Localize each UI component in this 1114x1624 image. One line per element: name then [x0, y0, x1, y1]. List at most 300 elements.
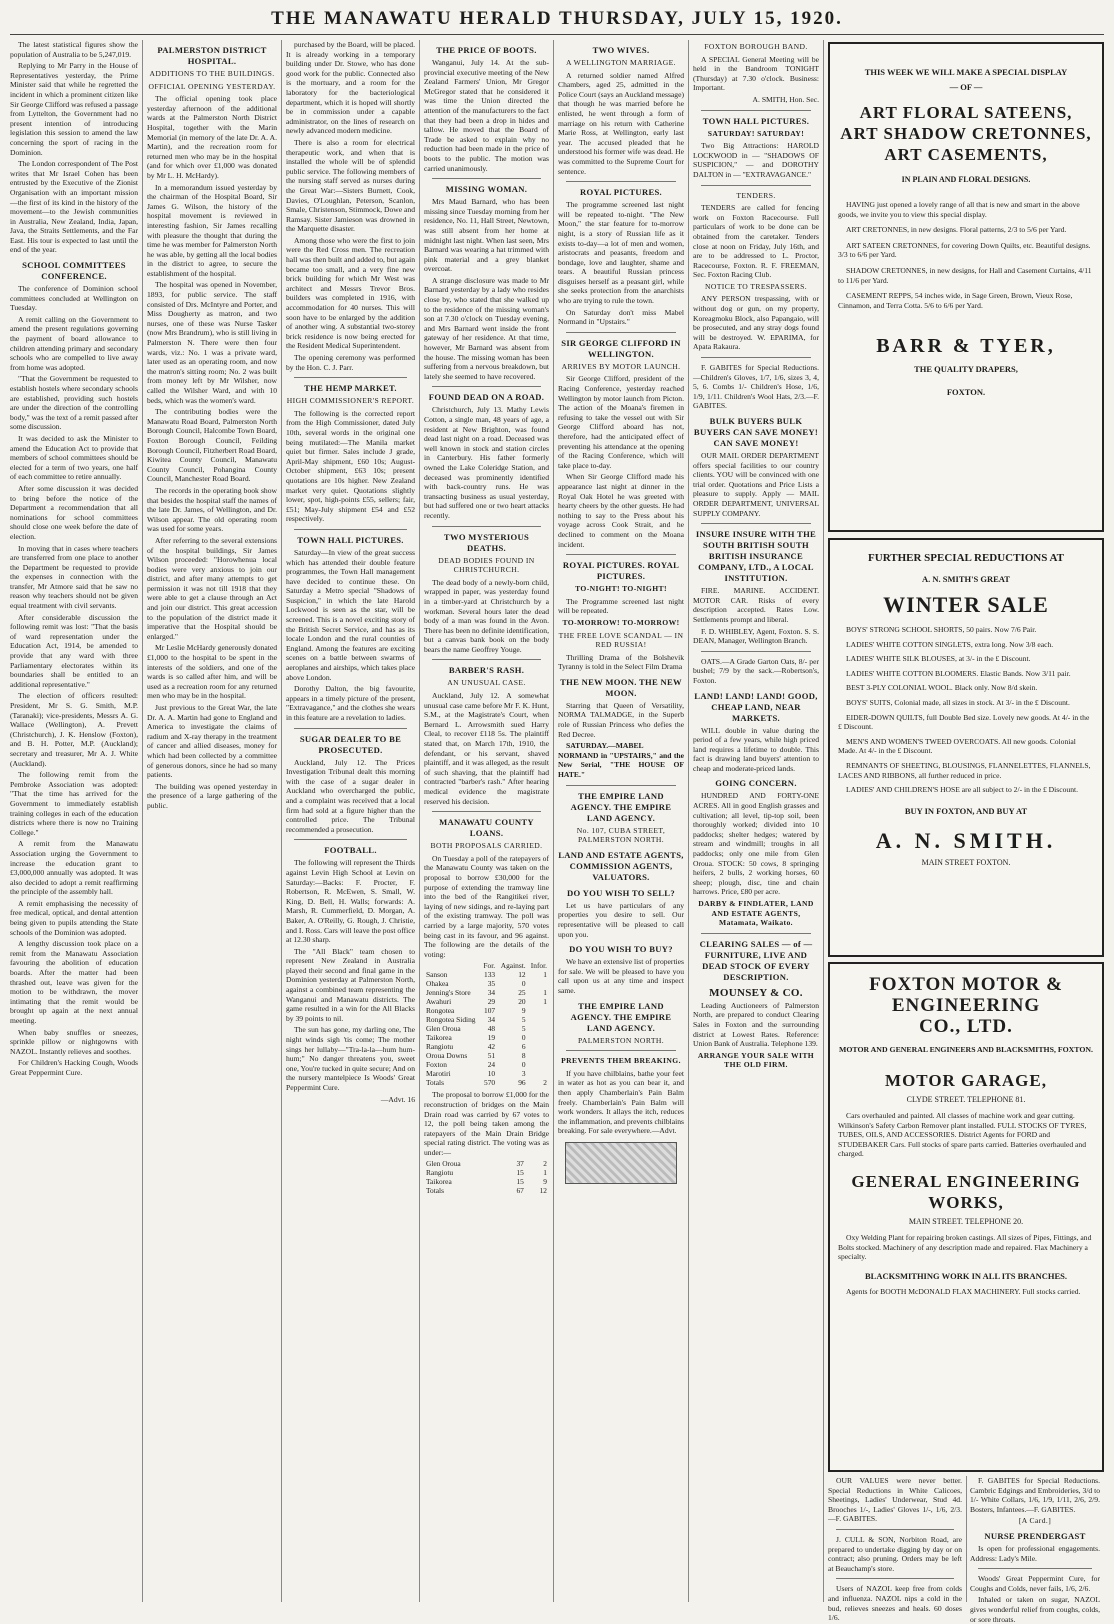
paragraph: It was decided to ask the Minister to amend the Education Act to provide that members of school committees should be elected for a term of two years, one half of each committee to retire annually. — [10, 433, 138, 482]
table-cell: 0 — [521, 1033, 526, 1043]
table-cell: 0 — [521, 1060, 526, 1070]
article-headline: FOOTBALL. — [324, 845, 377, 856]
table-cell: Awahuri — [426, 997, 452, 1007]
sale-items-list — [830, 625, 1102, 795]
paragraph: The records in the operating book show that besides the hospital staff the names of the late Dr. James, of Wellington, and Dr. Wilson appear. The old operating room was used for some years. — [147, 485, 277, 534]
paragraph: "That the Government be requested to establish hostels where secondary schools are established, providing such hostels are under the direction of the controlling body," was the text of a remit passed after some discussion. — [10, 374, 138, 432]
table-cell: 107 — [484, 1006, 496, 1016]
paragraph: The programme screened last night will be repeated to-night. "The New Moon," the star feature for to-morrow night, is a story of Russian life as it exists to-day—a lot of men and women, aristocrats and peasants, freedom and bondage, love and laughter, shame and tears. A beautiful Russian princess disguises herself as a peasant girl, while she seeks protection from the anarchists who are trying to rule the town. — [558, 200, 684, 306]
table-cell: Oroua Downs — [426, 1051, 468, 1061]
table-cell: 24 — [487, 1060, 496, 1070]
advert-line: DO YOU WISH TO BUY? — [569, 944, 673, 955]
column-3 — [286, 40, 415, 1602]
table-cell — [528, 1042, 549, 1051]
article-separator — [836, 1578, 954, 1579]
article-separator — [294, 839, 407, 840]
paragraph: After some discussion it was decided to bring before the notice of the Department a recommendation that all nominations for school committees should close one week before the date of election. — [10, 483, 138, 541]
table-cell — [528, 1015, 549, 1024]
table-cell: 20 — [518, 997, 526, 1007]
article-subheading: DEAD BODIES FOUND IN CHRISTCHURCH. — [438, 555, 535, 575]
table-cell: Totals — [426, 1078, 444, 1088]
advert-display-line: ENGINEERING — [891, 995, 1041, 1016]
table-cell: Ohakea — [426, 979, 449, 989]
article-subheading: BOTH PROPOSALS CARRIED. — [430, 841, 543, 851]
advert-display-line: ART CASEMENTS, — [884, 145, 1048, 164]
table-row — [424, 1069, 549, 1078]
advert-line: THE QUALITY DRAPERS, — [914, 364, 1018, 375]
paragraph: If you have chilblains, bathe your feet in water as hot as you can bear it, and then apply Chamberlain's Pain Balm freely. Chamberlain's Pain Balm will work wonders. It allays the itch, reduces the inflammation, and prevents chilblains breaking. For sale everywhere.—Advt. — [558, 1068, 684, 1136]
article-headline: TOWN HALL PICTURES. — [297, 534, 404, 545]
column-divider — [553, 40, 554, 1602]
table-row — [424, 988, 549, 997]
table-header-row — [424, 961, 549, 970]
advert-line: THIS WEEK WE WILL MAKE A SPECIAL DISPLAY — [864, 67, 1068, 77]
table-cell: 6 — [521, 1042, 526, 1052]
sale-item: REMNANTS OF SHEETING, BLOUSINGS, FLANNELETTES, FLANNELS, LACES AND RIBBONS, all further reduced in price. — [838, 760, 1091, 780]
paragraph: The building was opened yesterday in the presence of a large gathering of the public. — [147, 781, 277, 810]
paragraph: The following is the corrected report from the High Commissioner, dated July 10th, several words in the original one being mutilated:—The Manila market quiet but firmer. Sales include J grade, April-May shipment, £60 10s; August-October shipment, £63 10s; present quotations are 10s higher. New Zealand market very quiet. Quotations slightly lower, spot, high-points £55, sellers; fair, £51; May-July shipment £54 and £52 respectively. — [286, 408, 415, 524]
column-divider — [142, 40, 143, 1602]
paragraph: A returned soldier named Alfred Chambers, aged 25, admitted in the Police Court (says an Auckland message) that though he was married before he enlisted, he went through a form of marriage on his return with Catherine Marie Ross, at Wellington, early last year. The accused pleaded that he understood his former wife was dead. He was committed to the Supreme Court for sentence. — [558, 70, 684, 176]
table-cell: Totals — [426, 1186, 444, 1196]
paragraph: For Children's Hacking Cough, Woods Great Peppermint Cure. — [10, 1058, 138, 1077]
table-cell: 51 — [487, 1051, 496, 1061]
paragraph: A lengthy discussion took place on a remit from the Manawatu Association favouring the abolition of education boards. After the matter had been thrashed out, leave was given for the motion to be withdrawn, the mover intimating that the remit would be brought up again at the next annual meeting. — [10, 939, 138, 1025]
paragraph: Mrs Maud Barnard, who has been missing since Tuesday morning from her residence, No. 11, Hall Street, Newtown, was still absent from her home at midnight last night. When last seen, Mrs Barnard was wearing a hat trimmed with pink material and a grey blanket overcoat. — [424, 197, 549, 274]
paragraph: CASEMENT REPPS, 54 inches wide, in Sage Green, Brown, Vieux Rose, Cinnamon, and Terra Cotta. 5/6 to 6/6 per Yard. — [838, 291, 1073, 310]
table-row — [424, 1033, 549, 1042]
paragraph: OUR MAIL ORDER DEPARTMENT offers special facilities to our country clients. YOU will be convinced with one trial order. Quotations and Price Lists a pleasure to supply. Apply — MAIL ORDER DEPARTMENT, UNIVERSAL SUPPLY COMPANY. — [693, 451, 819, 518]
table-row — [424, 979, 549, 988]
paragraph: After referring to the several extensions of the hospital buildings, Sir James Wilson proceeded: "Horowhenua local bodies were very anxious to join our district, and after many attempts to get permission it was not till 1918 that they were able to get a clause through an Act and join our district. This great accession to the population of the district made it imperative that the Hospital should be enlarged." — [147, 535, 277, 641]
table-cell: Rongotea — [426, 1006, 455, 1016]
advert-barr-tyer — [828, 42, 1104, 532]
table-cell — [528, 979, 549, 988]
paragraph: The hospital was opened in November, 1893, for public service. The staff consisted of Drs. McIntyre and Porter, and Miss Dougherty as matron, and two nurses, one of these was Nurse Tasker (now Mrs Brandrum), who is still living in Palmerston N. There were then four wards, viz.: No. 1 was a private ward, later used as an operating room, and now the matron's sitting room; No. 2 was built from money left by Mr Wilsher, now called the Wilsher Ward, and with 10 beds, which was the women's ward. — [147, 280, 277, 405]
voting-table — [424, 961, 549, 1087]
paragraph: Cars overhauled and painted. All classes of machine work and gear cutting. Wilkinson's Safety Carbon Remover plant installed. FULL STOCKS OF TYRES, TUBES, OILS, AND ACCESSORIES. District Agents for FORD and STUDEBAKER Cars. Full stocks of spare parts carried. Batteries overhauled and charged. — [838, 1111, 1087, 1159]
paragraph: WILL double in value during the period of a few years, while high priced land requires a lifetime to double. This fact is drawing land buyers' attention to cheap and moderate-priced lands. — [693, 725, 819, 773]
table-row — [424, 1015, 549, 1024]
table-cell: 48 — [487, 1024, 496, 1034]
voting-table-2 — [424, 1159, 549, 1195]
paragraph: When Sir George Clifford made his appearance last night at dinner in the Royal Oak Hotel he was greeted with hearty cheers by the other guests. He had nothing to say to the Press about his voyage across Cook Strait, and he declined to comment on the Moana incident. — [558, 472, 684, 549]
article-headline: MANAWATU COUNTY LOANS. — [439, 817, 534, 839]
advert-line: LAND AND ESTATE AGENTS, COMMISSION AGENTS, VALUATORS. — [558, 849, 684, 882]
article-headline: MISSING WOMAN. — [445, 184, 528, 195]
table-cell: 96 — [518, 1078, 526, 1088]
paragraph: SATURDAY.—MABEL NORMAND in "UPSTAIRS," and the New Serial, "THE HOUSE OF HATE." — [558, 741, 684, 780]
paragraph: SHADOW CRETONNES, in new designs, for Hall and Casement Curtains, 4/11 to 11/6 per Yard. — [838, 265, 1092, 285]
table-cell: Marotiri — [426, 1069, 451, 1079]
article-separator — [978, 1568, 1092, 1569]
table-cell: Glen Oroua — [426, 1159, 461, 1169]
article-separator — [566, 181, 676, 182]
paragraph: A SPECIAL General Meeting will be held in the Bandroom TONIGHT (Thursday) at 7.30 o'clock. Business: Important. — [693, 54, 819, 93]
article-headline: THE PRICE OF BOOTS. — [436, 45, 537, 55]
column-divider — [688, 40, 689, 1602]
advert-display-line: GENERAL ENGINEERING — [851, 1171, 1081, 1191]
paragraph: After considerable discussion the following remit was lost: "That the basis of ward representation under the Education Act, 1914, be amended to provide that any ward with three Parliamentary electorates within its boundaries shall be entitled to an additional representative." — [10, 612, 138, 689]
paragraph: The opening ceremony was performed by the Hon. C. J. Parr. — [286, 353, 415, 372]
article-separator — [701, 185, 811, 186]
article-headline: TWO WIVES. — [592, 45, 650, 55]
article-subheading: ADDITIONS TO THE BUILDINGS. — [149, 69, 275, 78]
sale-item: LADIES' AND CHILDREN'S HOSE are all subject to 2/- in the £ Discount. — [846, 785, 1078, 795]
article-subheading: A WELLINGTON MARRIAGE. — [566, 58, 676, 67]
advert-line: TO-MORROW! TO-MORROW! — [562, 617, 680, 627]
column-6 — [693, 40, 819, 1602]
advert-display-line: ART FLORAL SATEENS, — [859, 103, 1073, 122]
paragraph: Just previous to the Great War, the late Dr. A. A. Martin had gone to England and America to investigate the claims of radium and X-ray therapy in the treatment of cancer and allied diseases, money for which had been collected by a committee of generous donors, since he had so many patients. — [147, 703, 277, 780]
advert-firm-name: A. N. SMITH. — [875, 827, 1057, 853]
table-cell: 37 — [516, 1159, 524, 1169]
advert-line: CLYDE STREET. TELEPHONE 81. — [906, 1095, 1026, 1104]
sale-item: LADIES' WHITE COTTON BLOOMERS. Elastic Bands. Now 3/11 pair. — [846, 668, 1071, 678]
table-cell: For. — [483, 961, 496, 971]
table-row — [424, 1060, 549, 1069]
paragraph: Woods' Great Peppermint Cure, for Coughs and Colds, never fails, 1/6, 2/6. — [970, 1574, 1100, 1593]
paragraph: F. GABITES for Special Reductions.—Children's Gloves, 1/7, 1/6, sizes 3, 4, 5, 6. Combs 1/- Children's Hose, 1/6, 1/9, 1/11. Children's Wool Hats, 2/3.—F. GABITES. — [693, 363, 819, 411]
table-cell: 25 — [518, 988, 526, 998]
paragraph: The following remit from the Pembroke Association was adopted: "That the time has arrived for the Government to immediately establish training colleges in each of the education districts where there is now no Training College." — [10, 770, 138, 837]
paragraph: OATS.—A Grade Garton Oats, 8/- per bushel; 7/9 by the sack.—Robertson's, Foxton. — [693, 656, 819, 685]
article-headline: ROYAL PICTURES. — [579, 187, 663, 198]
table-row — [424, 1177, 549, 1186]
advert-firm-name: BARR & TYER, — [876, 335, 1056, 358]
article-separator — [294, 377, 407, 378]
table-cell: Rangiotu — [426, 1042, 454, 1052]
paragraph: Auckland, July 12. A somewhat unusual case came before Mr F. K. Hunt, S.M., at the Magistrate's Court, when Bernard L. Arrowsmith sued Harry Cleal, to recover £118 5s. The plaintiff stated that, on March 17th, 1910, the defendant, or his servant, shaved plaintiff, and it was alleged, as the result of such shaving, that the plaintiff had contracted "barber's rash." After hearing medical evidence the magistrate reserved his decision. — [424, 691, 549, 806]
article-separator — [836, 1529, 954, 1530]
advert-display-line: FOXTON MOTOR & — [869, 974, 1063, 995]
article-headline: SUGAR DEALER TO BE PROSECUTED. — [299, 733, 402, 755]
article-subheading: AN UNUSUAL CASE. — [447, 678, 526, 688]
article-headline: SCHOOL COMMITTEES CONFERENCE. — [22, 260, 126, 282]
advert-line: FOXTON. — [946, 387, 986, 398]
advert-headline: GOING CONCERN. — [715, 778, 797, 789]
advert-line: MAIN STREET FOXTON. — [921, 857, 1011, 867]
table-cell: Glen Oroua — [426, 1024, 461, 1034]
paragraph: Is open for professional engagements. Address: Lady's Mile. — [970, 1543, 1100, 1563]
advert-line: BLACKSMITHING WORK IN ALL ITS BRANCHES. — [864, 1270, 1067, 1281]
article-separator — [432, 811, 541, 812]
advert-tag: —Advt. 16 — [380, 1094, 415, 1104]
advert-line: [A Card.] — [1018, 1516, 1052, 1526]
advert-line: SATURDAY! SATURDAY! — [707, 128, 805, 138]
advert-line: FURTHER SPECIAL REDUCTIONS AT — [868, 552, 1064, 564]
paragraph: Auckland, July 12. The Prices Investigation Tribunal dealt this morning with the case of a sugar dealer in Auckland who overcharged the public, and a complaint was received that a local firm had sold at a figure higher than the controlled price. The Tribunal recommended a prosecution. — [286, 757, 415, 834]
article-headline: THE HEMP MARKET. — [304, 383, 397, 394]
sale-item: BEST 3-PLY COLONIAL WOOL. Black only. Now 8/d skein. — [846, 683, 1038, 693]
paragraph: The proposal to borrow £1,000 for the reconstruction of bridges on the Main Drain road was carried by 67 votes to 12, the poll being taken among the ratepayers of the Main Drain Bridge special rating district. The voting was as under:— — [424, 1090, 549, 1157]
table-cell: 12 — [518, 970, 526, 980]
article-separator — [432, 659, 541, 660]
article-separator — [701, 357, 811, 358]
paragraph: TENDERS are called for fencing work on Foxton Racecourse. Full particulars of work to be done can be obtained from the caretaker. Tenders close at noon on Friday, July 16th, and are to be addressed to L. Proctor, Racecourse, Foxton. R. F. FREEMAN, Sec. Foxton Racing Club. — [693, 203, 819, 280]
column-4 — [424, 40, 549, 1602]
table-row — [424, 1159, 549, 1168]
table-cell: 15 — [516, 1177, 524, 1187]
advert-foxton-motor — [828, 962, 1104, 1472]
table-cell: 2 — [543, 1159, 547, 1169]
paragraph: Users of NAZOL keep free from colds and influenza. NAZOL nips a cold in the bud, relieves sneezes and heals. 60 doses 1/6. — [828, 1584, 962, 1623]
advert-line: MOTOR AND GENERAL ENGINEERS AND BLACKSMITHS, FOXTON. — [838, 1045, 1094, 1054]
advert-line: PREVENTS THEM BREAKING. — [561, 1056, 681, 1066]
article-separator — [701, 651, 811, 652]
advert-headline: NOTICE TO TRESPASSERS. — [705, 281, 807, 291]
table-cell: 1 — [543, 997, 547, 1007]
masthead-rule — [10, 34, 1104, 35]
paragraph: When baby snuffles or sneezes, sprinkle pillow or nightgowns with NAZOL. Instantly relieves and soothes. — [10, 1027, 138, 1056]
article-separator — [566, 332, 676, 333]
table-cell: 133 — [484, 970, 496, 980]
table-cell: Against. — [500, 961, 526, 971]
paragraph: FIRE. MARINE. ACCIDENT. MOTOR CAR. Risks of every description accepted. Rates Low. Settlements prompt and liberal. — [693, 586, 819, 624]
column-divider — [823, 40, 824, 1602]
table-cell: 29 — [487, 997, 496, 1007]
advert-line: ARRANGE YOUR SALE WITH THE OLD FIRM. — [697, 1050, 815, 1070]
column-divider — [966, 1476, 967, 1602]
paragraph: Oxy Welding Plant for repairing broken castings. All sizes of Pipes, Fittings, and Bolts stocked. Machinery of any description made and repaired. Flax Machinery a specialty. — [838, 1232, 1092, 1262]
advert-headline: TOWN HALL PICTURES. — [702, 115, 810, 126]
paragraph: In moving that in cases where teachers are transferred from one place to another the Department be requested to provide the expenses in connection with the transfer, Mr Atmore said that he saw no reason why teachers should not be given equal treatment with civil servants. — [10, 543, 138, 611]
article-subheading: HIGH COMMISSIONER'S REPORT. — [286, 396, 415, 406]
table-row — [424, 1051, 549, 1060]
article-separator — [566, 554, 676, 555]
table-row — [424, 1042, 549, 1051]
table-cell — [528, 1024, 549, 1033]
paragraph: ART CRETONNES, in new designs. Floral patterns, 2/3 to 5/6 per Yard. — [846, 225, 1067, 235]
table-cell: 19 — [487, 1033, 496, 1043]
paragraph: F. D. WHIBLEY, Agent, Foxton. S. S. DEAN, Manager, Wellington Branch. — [693, 626, 819, 646]
advert-line: THE FREE LOVE SCANDAL — IN RED RUSSIA! — [558, 630, 684, 650]
advert-display-line: ART SHADOW CRETONNES, — [840, 124, 1092, 143]
table-cell — [528, 1060, 549, 1069]
advert-display-line: WORKS, — [928, 1192, 1004, 1212]
table-cell: 1 — [543, 970, 547, 980]
paragraph: Sir George Clifford, president of the Racing Conference, yesterday reached Wellington by motor launch from Picton. The action of the Moana's firemen in refusing to take the vessel out with Sir George Clifford aboard has not, therefore, had the anticipated effect of preventing his attendance at the opening of the Racing Conference, which will take place to-day. — [558, 374, 684, 470]
paragraph: Starring that Queen of Versatility, NORMA TALMADGE, in the Superb role of Russian Princess who defies the Red Decree. — [558, 700, 684, 739]
paragraph: Agents for BOOTH McDONALD FLAX MACHINERY. Full stocks carried. — [846, 1286, 1081, 1296]
paragraph: The latest statistical figures show the population of Australia to be 5,247,019. — [10, 40, 138, 59]
table-cell: Jenning's Store — [426, 988, 471, 998]
sale-item: BOYS' SUITS, Colonial made, all sizes in stock. At 3/- in the £ Discount. — [846, 697, 1070, 707]
advert-line: BUY IN FOXTON, AND BUY AT — [904, 805, 1028, 816]
article-separator — [432, 526, 541, 527]
paragraph: The election of officers resulted: President, Mr S. G. Smith, M.P. (Taranaki); vice-presidents, Messrs A. G. Wallace (Wellington), A. Prevett (Christchurch), J. K. Henslow (Foxton), and B. H. Potter, M.P. (Auckland); secretary and treasurer, Mr A. J. White (Auckland). — [10, 691, 138, 768]
advert-line: IN PLAIN AND FLORAL DESIGNS. — [901, 175, 1031, 184]
advert-headline: LAND! LAND! LAND! GOOD, CHEAP LAND, NEAR MARKETS. — [694, 690, 818, 723]
table-cell: 34 — [487, 1015, 496, 1025]
table-cell: 10 — [487, 1069, 496, 1079]
table-cell: 0 — [521, 979, 526, 989]
table-cell — [528, 1033, 549, 1042]
article-subheading: ARRIVES BY MOTOR LAUNCH. — [561, 361, 681, 371]
paragraph: HAVING just opened a lovely range of all that is new and smart in the above goods, we invite you to view this special display. — [838, 200, 1080, 219]
table-row — [424, 1168, 549, 1177]
paragraph: Saturday—In view of the great success which has attended their double feature programmes, the Town Hall management have decided to continue these. On Saturday a Metro special "Shadows of Suspicion," in which the late Harold Lockwood is seen as the star, will be screened. This is a novel exciting story of the British Secret Service, and has as its locale London and the rural counties of England. Among the features are exciting scenes on a battle between swarms of aeroplanes and airships, which takes place above London. — [286, 547, 415, 682]
paragraph: The Programme screened last night will be repeated. — [558, 596, 684, 616]
advert-an-smith — [828, 538, 1104, 957]
table-cell: Foxton — [426, 1060, 447, 1070]
paragraph: purchased by the Board, will be placed. It is already working in a temporary building under Dr. Stowe, who has done good work for the public. Connected also is the mortuary, and a room for the laboratory for the bacteriological department, which it is hoped will shortly be in commission under a capable administrator, on the lines of research on newly advanced modern medicine. — [286, 40, 415, 136]
table-cell: 12 — [539, 1186, 547, 1196]
article-headline: BARBER'S RASH. — [448, 665, 525, 676]
advert-headline: THE EMPIRE LAND AGENCY. THE EMPIRE LAND AGENCY. — [570, 1000, 672, 1033]
table-cell — [528, 1006, 549, 1015]
paragraph: The following will represent the Thirds against Levin High School at Levin on Saturday:—Backs: F. Procter, F. Robertson, R. McEwen, S. Small, W. King, D. Bell, H. Walls; forwards: A. Marsh, R. Cummerfield, D. Morgan, A. Baker, A. O'Reilly, G. Rough, J. Christie, and I. Ross. Cars will leave the post office at 12.30 sharp. — [286, 858, 415, 945]
article-separator — [294, 529, 407, 530]
column-divider — [419, 40, 420, 1602]
paragraph: Leading Auctioneers of Palmerston North, are prepared to conduct Clearing Sales in Foxton and the surrounding district at Lowest Rates. Reference: Union Bank of Australia. Telephone 139. — [693, 1000, 819, 1049]
paragraph: Let us have particulars of any properties you desire to sell. Our representative will be pleased to call upon you. — [558, 900, 684, 939]
article-separator — [566, 785, 676, 786]
paragraph: Dorothy Dalton, the big favourite, appears in a timely picture of the present, "Extravagance," and the clothes she wears in this feature are a revelation to ladies. — [286, 684, 415, 722]
paragraph: ART SATEEN CRETONNES, for covering Down Quilts, etc. Beautiful designs. 3/3 to 6/6 per Yard. — [838, 240, 1091, 260]
table-cell — [528, 1069, 549, 1078]
column-1 — [10, 40, 138, 1602]
paragraph: There is also a room for electrical therapeutic work, and when that is installed the whole will be of splendid public service. The following members of the nursing staff served as nurses during the Great War:—Sisters Burnett, Cook, Davies, O'Loughlan, Peterson, Scanlon, Smale, Christenson, Stimmock, Dowe and Ramsay. Sister Jamieson was drowned in the Marquette disaster. — [286, 137, 415, 234]
table-cell: 5 — [521, 1024, 526, 1034]
paragraph: HUNDRED AND FORTY-ONE ACRES. All in good English grasses and cultivation; all level, tip-top soil, been thoroughly worked; divided into 10 paddocks; shelter hedges; watered by stream and windmill; troughs in all paddocks; only one mile from Glen Oroua. STOCK: 50 cows, 8 springing heifers, 2 bulls, 2 working horses, 60 sheep; plough, disc, tine and chain harrows. Price, £80 per acre. — [693, 791, 819, 897]
table-cell: Rangiotu — [426, 1168, 454, 1178]
table-cell — [528, 1051, 549, 1060]
table-cell: 2 — [543, 1078, 547, 1088]
paragraph: ANY PERSON trespassing, with or without dog or gun, on my property, Koreagmoku Block, also Papangaio, will be prosecuted, and any stray dogs found will be destroyed. W. EPARIMA, for Apata Rakaura. — [693, 294, 819, 352]
advert-headline: INSURE INSURE WITH THE SOUTH BRITISH SOUTH BRITISH INSURANCE COMPANY, LTD., A LOCAL INSTITUTION. — [695, 529, 817, 584]
paragraph: Mr Leslie McHardy generously donated £1,000 to the hospital to be spent in the interests of the soldiers, and one of the wards is so called after him, and will be used as a recreation room for any returned men who may be in the hospital. — [147, 643, 277, 701]
advert-line: MAIN STREET. TELEPHONE 20. — [908, 1216, 1024, 1226]
table-row — [424, 997, 549, 1006]
paragraph: Christchurch, July 13. Mathy Lewis Cotton, a single man, 48 years of age, a resident at New Brighton, was found dead last night on a road. Deceased was well known in stock and station circles in Canterbury. His father formerly owned the Lake Coleridge Station, and deceased was prominently identified with back-country runs. He was transacting business as usual yesterday, but had suffered one or two heart attacks recently. — [424, 405, 549, 520]
sale-item: MEN'S AND WOMEN'S TWEED OVERCOATS. All new goods. Colonial Made. At 4/- in the £ Discount. — [838, 736, 1076, 756]
table-cell: 35 — [487, 979, 496, 989]
paragraph: The "All Black" team chosen to represent New Zealand in Australia played their second and final game in the Dominion yesterday at Palmerston North, against a combined team representing the Wanganui and Manawatu districts. The game resulted in a win for the All Blacks by 39 points to nil. — [286, 946, 415, 1023]
table-cell — [424, 961, 481, 970]
article-separator — [432, 178, 541, 179]
advert-headline: MOUNSEY & CO. — [709, 986, 803, 999]
paragraph: A remit emphasising the necessity of free medical, optical, and dental attention being given to pupils attending the State schools of the Dominion was adopted. — [10, 898, 138, 937]
table-cell: Sanson — [426, 970, 448, 980]
paragraph: F. GABITES for Special Reductions. Cambric Edgings and Embroideries, 3/d to 1/- White Collars, 1/6, 1/9, 1/11, 2/6, 2/9. Bosters, Infantees.—F. GABITES. — [970, 1476, 1100, 1514]
advert-headline: CLEARING SALES — of — FURNITURE, LIVE AND DEAD STOCK OF EVERY DESCRIPTION. — [699, 938, 813, 982]
sale-item: LADIES' WHITE COTTON SINGLETS, extra long. Now 3/8 each. — [846, 639, 1054, 649]
paragraph: Replying to Mr Parry in the House of Representatives yesterday, the Prime Minister said that while he regretted the incident in which a prominent citizen like Sir George Clifford was refused a passage from Lyttelton, the Government had no present intention of introducing legislation this session to amend the law concerning the sport of racing in the Dominion. — [10, 61, 138, 157]
article-separator — [294, 728, 407, 729]
article-subheading: OFFICIAL OPENING YESTERDAY. — [148, 81, 276, 91]
table-cell: Taikorea — [426, 1177, 452, 1187]
table-cell: 5 — [521, 1015, 526, 1025]
advert-line: THE NEW MOON. THE NEW MOON. — [560, 676, 682, 698]
poem: The sun has gone, my darling one, The night winds sigh 'tis come; The mother sings her lullaby—"Tra-la-la—hum hum-hum;" No danger threatens you, sweet one, You're tucked in quite secure; And on the nursery mantelpiece Is Woods' Great Peppermint Cure. — [286, 1025, 415, 1092]
table-cell: 42 — [487, 1042, 496, 1052]
paragraph: On Saturday don't miss Mabel Normand in "Upstairs." — [558, 307, 684, 327]
table-cell: 1 — [543, 988, 547, 998]
advert-display-line: MOTOR GARAGE, — [885, 1071, 1047, 1090]
table-cell: 8 — [521, 1051, 526, 1061]
advert-line: DO YOU WISH TO SELL? — [567, 887, 675, 898]
advert-line: No. 107, CUBA STREET, PALMERSTON NORTH. — [576, 825, 666, 845]
advert-line: A. N. SMITH'S GREAT — [922, 574, 1010, 584]
article-headline: PALMERSTON DISTRICT HOSPITAL. — [157, 45, 267, 66]
table-cell: 570 — [484, 1078, 496, 1088]
paragraph: The official opening took place yesterday afternoon of the additional wards at the Palmerston North District Hospital, together with the Marin Memorial (in memory of the late Dr. A. A. Martin), and the recreation room for returned men who may be in the hospital (and for which over £1,000 was donated by Mr L. H. McHardy). — [147, 94, 277, 180]
paragraph: OUR VALUES were never better. Special Reductions in White Calicoes, Sheetings, Ladies' Underwear, Stud 4d. Brooches 1/-, Ladies' Gloves 1/-, 1/6, 2/3.—F. GABITES. — [828, 1476, 962, 1524]
table-row — [424, 1006, 549, 1015]
table-cell: 34 — [487, 988, 496, 998]
paragraph: Inhaled or taken on sugar, NAZOL gives wonderful relief from coughs, colds, or sore throats. — [970, 1595, 1100, 1624]
paragraph: In a memorandum issued yesterday by the chairman of the Hospital Board, Sir James G. Wilson, the history of the hospital movement is reviewed in interesting fashion, Sir James recalling with pleasure the thought that during the time he was member for Palmerston North he was able, by getting all the local bodies in the district to agree, to secure the establishment of the hospital. — [147, 182, 277, 278]
paragraph: We have an extensive list of properties for sale. We will be pleased to have you call upon us at any time and inspect same. — [558, 957, 684, 995]
sale-item: BOYS' STRONG SCHOOL SHORTS, 50 pairs. Now 7/6 Pair. — [846, 625, 1037, 634]
column-divider — [281, 40, 282, 1602]
advert-display-line: CO., LTD. — [919, 1016, 1013, 1037]
paragraph: J. CULL & SON, Norbiton Road, are prepared to undertake digging by day or on contract; also pruning. Orders may be left at Beauchamp's store. — [828, 1534, 962, 1573]
table-cell: 3 — [521, 1069, 526, 1079]
paragraph: The contributing bodies were the Manawatu Road Board, Palmerston North Borough Council, Halcombe Town Board, Foxton Borough Council, Feilding Borough Council, Fitzherbert Road Board, Kiwitea County Council, Manawatu County Council, Pohangina County Council, Manchester Road Board. — [147, 407, 277, 484]
table-cell: 9 — [543, 1177, 547, 1187]
advert-headline: ROYAL PICTURES. ROYAL PICTURES. — [562, 560, 680, 582]
decorative-stamp — [565, 1142, 677, 1184]
advert-headline: FOXTON BOROUGH BAND. — [704, 42, 808, 51]
paragraph: A remit calling on the Government to amend the present regulations governing the payment of board allowance to children attending primary and secondary schools who are compelled to live away from home was adopted. — [10, 314, 138, 372]
article-headline: FOUND DEAD ON A ROAD. — [428, 392, 545, 403]
paragraph: Among those who were the first to join were the Red Cross men. The recreation hall was then built and added to, but again became too small, and a very fine new brick building for which Mr West was architect and Messrs Trevor Bros. builders was completed in 1916, with accommodation for 40 nurses. This will soon have to be enlarged by the addition of another wing. A substantial two-storey brick residence is now being erected for the Resident Medical Superintendent. — [286, 235, 415, 351]
article-separator — [701, 110, 811, 111]
advert-line: PALMERSTON NORTH. — [577, 1035, 665, 1045]
sale-item: EIDER-DOWN QUILTS, full Double Bed size. Lovely new goods. At 4/- in the £ Discount. — [838, 712, 1090, 732]
advert-line: TO-NIGHT! TO-NIGHT! — [575, 584, 667, 594]
article-headline: SIR GEORGE CLIFFORD IN WELLINGTON. — [561, 337, 681, 359]
advert-headline: THE EMPIRE LAND AGENCY. THE EMPIRE LAND AGENCY. — [570, 790, 672, 823]
table-cell: 67 — [516, 1186, 524, 1196]
paragraph: On Tuesday a poll of the ratepayers of the Manawatu County was taken on the proposal to borrow £30,000 for the purpose of extending the tramway line into the bed of the Rangitikei river, laying of new sidings, and re-laying part of the existing tramway. The poll was carried by a large majority, 570 votes being cast in its favour, and 96 against. The following are the details of the voting: — [424, 853, 549, 959]
table-cell: Taikorea — [426, 1033, 452, 1043]
advert-headline: NURSE PRENDERGAST — [984, 1530, 1086, 1541]
article-separator — [701, 933, 811, 934]
advert-headline: TENDERS. — [736, 190, 776, 200]
table-row — [424, 1078, 549, 1087]
table-row — [424, 970, 549, 979]
paragraph: A strange disclosure was made to Mr Barnard yesterday by a lady who resides close by, who stated that she walked up to the residence of the missing woman's son at 7.30 o'clock on Tuesday evening, and Mrs Barnard went inside the front gateway of her residence. At that time, however, Mr Barnard was absent from the house. The missing woman has been suffering from a nervous breakdown, but lately she seemed to have recovered. — [424, 275, 549, 381]
article-separator — [432, 386, 541, 387]
table-cell: Infor. — [530, 961, 547, 971]
advert-display-line: WINTER SALE — [883, 592, 1049, 617]
paragraph: The dead body of a newly-born child, wrapped in paper, was yesterday found in a timber-yard at Christchurch by a workman. Several hours later the dead body of a man was found in the Avon. There has been no definite identification, but a canvas bank book on the body bears the name Geoffrey Youge. — [424, 577, 549, 654]
paragraph: Thrilling Drama of the Bolshevik Tyranny is told in the Select Film Drama — [558, 652, 684, 672]
table-cell: 1 — [543, 1168, 547, 1178]
table-row — [424, 1024, 549, 1033]
paragraph: The conference of Dominion school committees concluded at Wellington on Tuesday. — [10, 284, 138, 313]
bottom-left-ads — [828, 1476, 962, 1623]
masthead: THE MANAWATU HERALD THURSDAY, JULY 15, 1920. — [271, 8, 843, 29]
column-2 — [147, 40, 277, 1602]
paragraph: Two Big Attractions: HAROLD LOCKWOOD in — "SHADOWS OF SUSPICION," — and DOROTHY DALTON in — "EXTRAVAGANCE." — [693, 141, 819, 179]
column-5 — [558, 40, 684, 1602]
paragraph: The London correspondent of The Post writes that Mr Israel Cohen has been entrusted by the Executive of the Zionist Organisation with an important mission—the first of its kind in the history of the movement—to the Jewish communities in Australia, New Zealand, India, Japan, Java, the Straits Settlements, and the Far East. His tour is expected to last until the end of the year. — [10, 159, 138, 255]
advert-line: DARBY & FINDLATER, LAND AND ESTATE AGENTS, Matamata, Waikato. — [698, 899, 814, 928]
paragraph: A. SMITH, Hon. Sec. — [752, 94, 819, 104]
table-cell: 15 — [516, 1168, 524, 1178]
article-separator — [701, 523, 811, 524]
article-separator — [566, 1050, 676, 1051]
table-cell: 9 — [521, 1006, 526, 1016]
sale-item: LADIES' WHITE SILK BLOUSES, at 3/- in the £ Discount. — [846, 654, 1031, 664]
advert-headline: BULK BUYERS BULK BUYERS CAN SAVE MONEY! CAN SAVE MONEY! — [693, 416, 819, 448]
paragraph: Wanganui, July 14. At the sub-provincial executive meeting of the New Zealand Farmers' Union, Mr Gregor McGregor stated that he considered it was time the Union directed the attention of the manufacturers to the fact that they had been a drop in hides and tallow. He moved that the Board of Trade be asked to explain why no reduction had been made in the price of boots to the public. The motion was carried unanimously. — [424, 58, 549, 173]
advert-line: — OF — — [949, 82, 983, 92]
